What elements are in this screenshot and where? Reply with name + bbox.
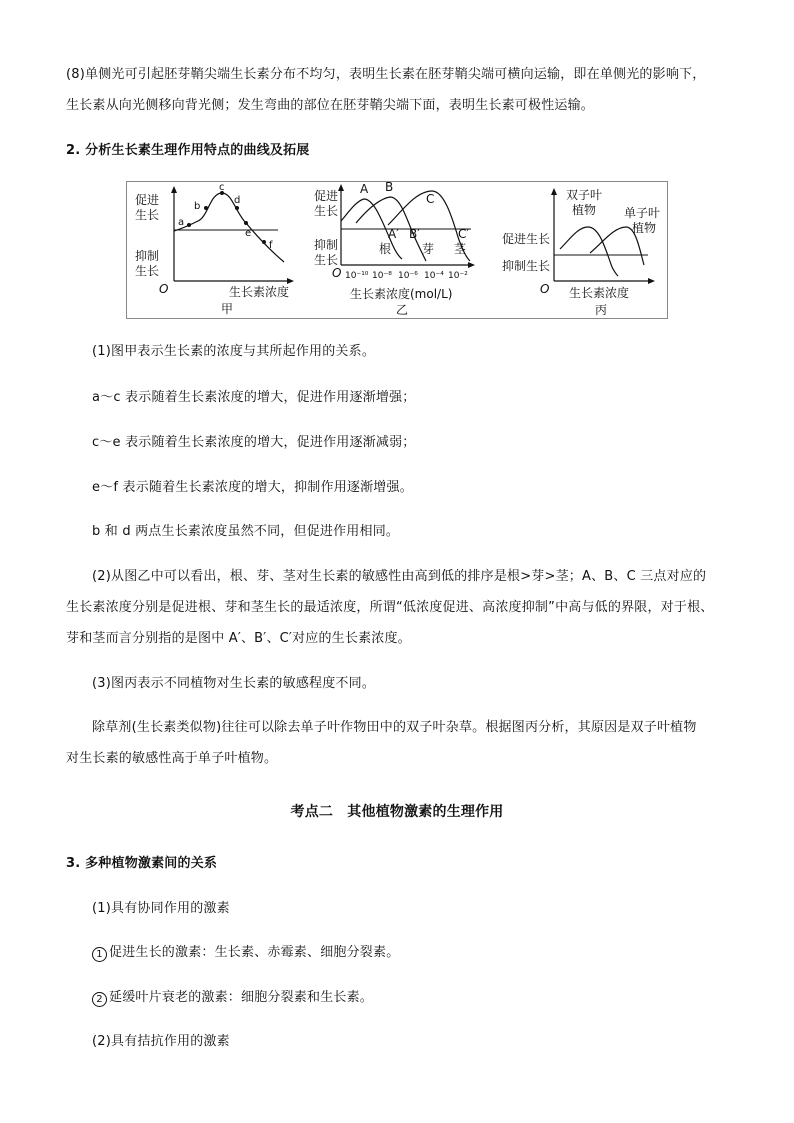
jia-points xyxy=(187,191,266,244)
paragraph-3: (3)图丙表示不同植物对生长素的敏感程度不同。 xyxy=(92,676,376,691)
paragraph-a-c: a～c 表示随着生长素浓度的增大，促进作用逐渐增强； xyxy=(92,390,416,405)
label-c: c xyxy=(219,182,225,193)
paragraph-8-line-2: 生长素从向光侧移向背光侧；发生弯曲的部位在胚芽鞘尖端下面，表明生长素可极性运输。 xyxy=(66,98,595,113)
label-a: a xyxy=(178,217,185,228)
yi-peak-A: A xyxy=(360,182,369,196)
yi-y-lower-1: 抑制 xyxy=(314,238,339,252)
section-3-heading: 3. 多种植物激素间的关系 xyxy=(66,856,218,871)
panel-bing xyxy=(502,188,660,317)
circled-number-1: 1 xyxy=(92,947,107,962)
label-e: e xyxy=(245,228,252,239)
paragraph-2-line-2: 生长素浓度分别是促进根、芽和茎生长的最适浓度，所谓“低浓度促进、高浓度抑制”中高与低的界限，对于根、 xyxy=(66,600,714,615)
yi-y-upper-1: 促进 xyxy=(314,189,339,203)
synergy-item-1 xyxy=(92,945,399,962)
panel-jia xyxy=(135,182,294,316)
label-f: f xyxy=(269,240,273,251)
bing-x-label: 生长素浓度 xyxy=(569,286,630,300)
point-e xyxy=(244,221,248,225)
point-d xyxy=(235,206,239,210)
yi-organ-root: 根 xyxy=(379,242,392,256)
section-2-heading: 2. 分析生长素生理作用特点的曲线及拓展 xyxy=(66,143,310,158)
synergy-heading: (1)具有协同作用的激素 xyxy=(92,901,230,916)
panel-yi xyxy=(314,181,475,317)
label-b: b xyxy=(194,201,201,212)
circled-number-2: 2 xyxy=(92,992,107,1007)
paragraph-1: (1)图甲表示生长素的浓度与其所起作用的关系。 xyxy=(92,344,376,359)
bing-y-lower: 抑制生长 xyxy=(502,259,551,273)
paragraph-2-line-1: (2)从图乙中可以看出，根、芽、茎对生长素的敏感性由高到低的排序是根>芽>茎；A、B、C 三点对应的 xyxy=(92,569,707,584)
antagonism-heading: (2)具有拮抗作用的激素 xyxy=(92,1034,230,1049)
yi-tick-1: 10⁻¹⁰ xyxy=(345,271,369,281)
herbicide-line-2: 对生长素的敏感性高于单子叶植物。 xyxy=(66,751,278,766)
paragraph-c-e: c～e 表示随着生长素浓度的增大，促进作用逐渐减弱； xyxy=(92,435,416,450)
bing-caption: 丙 xyxy=(595,303,608,317)
yi-y-upper-2: 生长 xyxy=(314,204,339,218)
point-b xyxy=(204,206,208,210)
bing-dicot-curve xyxy=(560,227,618,276)
yi-tick-4: 10⁻⁴ xyxy=(424,271,444,281)
bing-x-arrow xyxy=(648,278,655,284)
bing-monocot-2: 植物 xyxy=(632,221,657,235)
jia-y-upper-1: 促进 xyxy=(135,193,160,207)
yi-cross-A: A′ xyxy=(388,227,399,241)
paragraph-b-d: b 和 d 两点生长素浓度虽然不同，但促进作用相同。 xyxy=(92,524,400,539)
kaodian-2-title: 考点二 其他植物激素的生理作用 xyxy=(290,804,504,820)
yi-origin: O xyxy=(332,266,342,280)
bing-dicot-2: 植物 xyxy=(572,203,597,217)
label-d: d xyxy=(234,195,241,206)
yi-cross-C: C′ xyxy=(458,227,470,241)
yi-y-arrow xyxy=(338,184,344,191)
yi-organ-stem: 茎 xyxy=(454,242,467,256)
point-a xyxy=(187,223,191,227)
point-f xyxy=(262,240,266,244)
synergy-item-1-text: 促进生长的激素：生长素、赤霉素、细胞分裂素。 xyxy=(109,945,400,960)
bing-dicot-1: 双子叶 xyxy=(566,188,603,202)
yi-y-lower-2: 生长 xyxy=(314,253,339,267)
yi-peak-C: C xyxy=(426,192,435,206)
auxin-curves-figure xyxy=(126,181,668,319)
jia-y-lower-2: 生长 xyxy=(135,264,160,278)
yi-tick-2: 10⁻⁸ xyxy=(372,271,392,281)
jia-y-upper-2: 生长 xyxy=(135,208,160,222)
yi-caption: 乙 xyxy=(396,303,409,317)
yi-x-arrow xyxy=(468,262,475,268)
bing-origin: O xyxy=(540,282,550,296)
jia-x-label: 生长素浓度 xyxy=(229,285,290,299)
paragraph-e-f: e～f 表示随着生长素浓度的增大，抑制作用逐渐增强。 xyxy=(92,480,413,495)
synergy-item-2 xyxy=(92,990,373,1007)
jia-caption: 甲 xyxy=(221,302,234,316)
yi-organ-bud: 芽 xyxy=(422,242,435,256)
synergy-item-2-text: 延缓叶片衰老的激素：细胞分裂素和生长素。 xyxy=(109,990,374,1005)
jia-y-lower-1: 抑制 xyxy=(135,249,160,263)
bing-y-upper: 促进生长 xyxy=(502,232,551,246)
yi-cross-B: B′ xyxy=(409,227,420,241)
yi-tick-3: 10⁻⁶ xyxy=(398,271,418,281)
jia-x-arrow xyxy=(287,278,294,284)
yi-x-label: 生长素浓度(mol/L) xyxy=(350,287,453,301)
jia-y-arrow xyxy=(171,186,177,193)
yi-peak-B: B xyxy=(385,181,394,194)
jia-curve xyxy=(174,193,284,262)
paragraph-2-line-3: 芽和茎而言分别指的是图中 A′、B′、C′对应的生长素浓度。 xyxy=(66,631,411,646)
paragraph-8-line-1: (8)单侧光可引起胚芽鞘尖端生长素分布不均匀，表明生长素在胚芽鞘尖端可横向运输，即在单侧光的影响下， xyxy=(66,67,706,82)
yi-tick-5: 10⁻² xyxy=(448,271,468,281)
bing-monocot-1: 单子叶 xyxy=(624,206,661,220)
bing-y-arrow xyxy=(551,188,557,195)
herbicide-line-1: 除草剂(生长素类似物)往往可以除去单子叶作物田中的双子叶杂草。根据图丙分析，其原因是双子叶植物 xyxy=(92,720,697,735)
jia-origin: O xyxy=(159,282,169,296)
